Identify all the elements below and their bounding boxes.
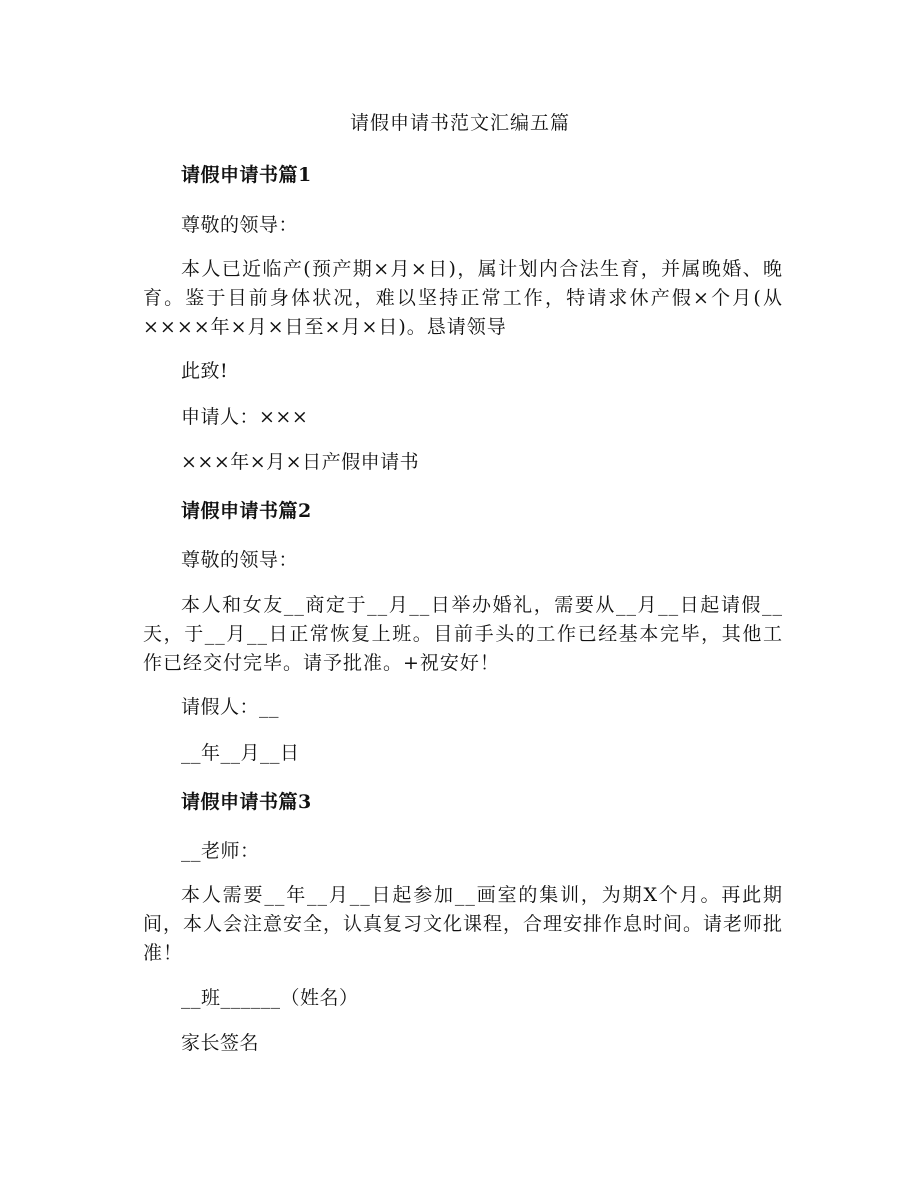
- section-1-salutation: 尊敬的领导：: [181, 214, 299, 236]
- section-1-closing: 此致!: [181, 360, 229, 382]
- section-2-date: __年__月__日: [181, 742, 300, 764]
- section-2-salutation: 尊敬的领导：: [181, 549, 299, 571]
- section-2-applicant: 请假人：__: [181, 696, 280, 718]
- section-1-heading: 请假申请书篇1: [181, 164, 312, 186]
- section-3-body: 本人需要__年__月__日起参加__画室的集训，为期X个月。再此期间，本人会注意安全，认真复习文化课程，合理安排作息时间。请老师批准！: [143, 884, 784, 964]
- section-3-heading: 请假申请书篇3: [181, 791, 312, 813]
- section-2-heading: 请假申请书篇2: [181, 500, 312, 522]
- section-1-date: ×××年×月×日产假申请书: [181, 451, 420, 473]
- section-3-salutation: __老师：: [181, 840, 260, 862]
- section-1-body: 本人已近临产(预产期×月×日)，属计划内合法生育，并属晚婚、晚育。鉴于目前身体状况，难以坚持正常工作，特请求休产假×个月(从××××年×月×日至×月×日)。恳请领导: [143, 258, 783, 338]
- section-3-class-name: __班______（姓名）: [181, 987, 359, 1009]
- document-title: 请假申请书范文汇编五篇: [349, 112, 570, 134]
- section-2-body: 本人和女友__商定于__月__日举办婚礼，需要从__月__日起请假__天，于__月__日正常恢复上班。目前手头的工作已经基本完毕，其他工作已经交付完毕。请予批准。+祝安好！: [143, 594, 783, 674]
- section-1-applicant: 申请人：×××: [181, 406, 309, 428]
- section-3-parent-signature: 家长签名: [181, 1032, 260, 1054]
